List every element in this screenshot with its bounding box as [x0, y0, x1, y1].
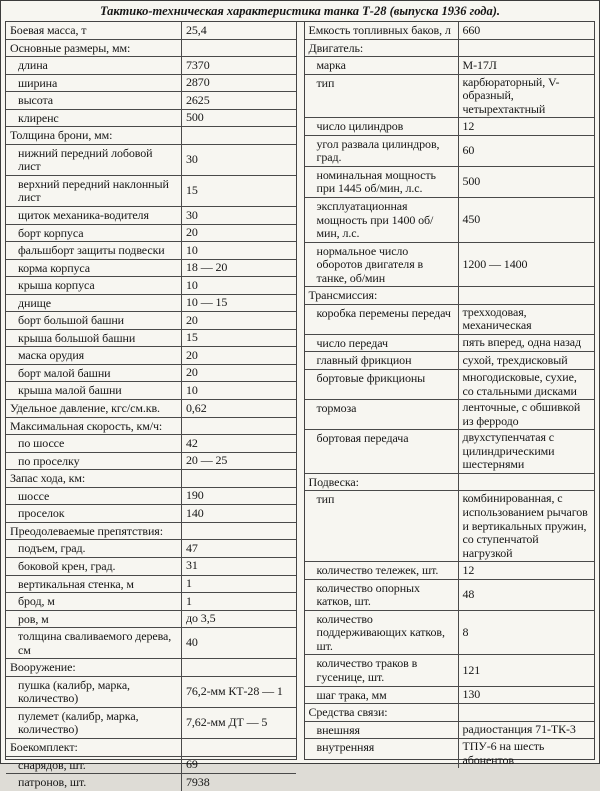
spec-label: тип	[305, 491, 459, 561]
table-row	[6, 593, 296, 611]
spec-value: двухступенчатая с цилиндрическими шестернями	[462, 430, 555, 472]
spec-label: количество поддерживающих катков, шт.	[305, 611, 459, 655]
spec-value: ленточные, с обшивкой из ферродо	[462, 400, 581, 428]
spec-label: Вооружение:	[6, 659, 182, 676]
spec-label: количество тележек, шт.	[305, 562, 459, 579]
spec-value: многодисковые, сухие, со стальными дисками	[462, 370, 577, 398]
spec-label: номинальная мощность при 1445 об/мин, л.с.	[305, 167, 459, 197]
spec-label: главный фрикцион	[305, 352, 459, 369]
spec-value: 10	[186, 242, 198, 257]
table-row	[305, 243, 595, 288]
spec-label: корма корпуса	[6, 260, 182, 277]
spec-value: 42	[186, 435, 198, 450]
spec-value: 10	[186, 382, 198, 397]
table-row	[6, 659, 296, 677]
spec-value: 121	[462, 662, 481, 677]
spec-label: борт корпуса	[6, 225, 182, 242]
spec-label: брод, м	[6, 593, 182, 610]
spec-label: Трансмиссия:	[305, 287, 459, 304]
spec-value	[182, 739, 296, 756]
table-row	[6, 295, 296, 313]
spec-value: 10 — 15	[186, 295, 228, 310]
spec-value: 7370	[186, 57, 210, 72]
spec-label: пулемет (калибр, марка, количество)	[6, 708, 182, 738]
spec-value: карбюраторный, V-образный, четырехтактный	[462, 74, 560, 116]
table-row	[6, 708, 296, 739]
table-row	[6, 127, 296, 145]
table-row	[305, 370, 595, 400]
table-row	[6, 260, 296, 278]
left-spec-table	[5, 22, 297, 790]
spec-value	[182, 127, 296, 144]
spec-label: щиток механика-водителя	[6, 207, 182, 224]
spec-value: 500	[186, 110, 204, 125]
spec-label: толщина сваливаемого дерева, см	[6, 628, 182, 658]
spec-label: число передач	[305, 335, 459, 352]
table-row	[6, 505, 296, 523]
table-row	[305, 430, 595, 474]
table-row	[305, 611, 595, 656]
spec-label: Боекомплект:	[6, 739, 182, 756]
spec-label: высота	[6, 92, 182, 109]
spec-label: количество траков в гусенице, шт.	[305, 655, 459, 685]
spec-value: 20 — 25	[186, 453, 228, 468]
table-row	[6, 40, 296, 58]
spec-label: Максимальная скорость, км/ч:	[6, 418, 182, 435]
spec-label: пушка (калибр, марка, количество)	[6, 677, 182, 707]
table-row	[6, 470, 296, 488]
spec-label: эксплуатационная мощность при 1400 об/мин, л.с.	[305, 198, 459, 242]
table-row	[6, 145, 296, 176]
spec-label: нормальное число оборотов двигателя в танке, об/мин	[305, 243, 459, 287]
table-row	[6, 488, 296, 506]
spec-value	[459, 287, 595, 304]
spec-label: клиренс	[6, 110, 182, 127]
spec-value: ТПУ-6 на шесть абонентов	[462, 739, 545, 767]
spec-label: шаг трака, мм	[305, 687, 459, 704]
spec-label: борт малой башни	[6, 365, 182, 382]
table-row	[6, 347, 296, 365]
table-row	[6, 576, 296, 594]
spec-label: бортовые фрикционы	[305, 370, 459, 399]
table-row	[6, 277, 296, 295]
spec-value: 660	[462, 22, 481, 37]
spec-label: шоссе	[6, 488, 182, 505]
table-row	[305, 580, 595, 611]
table-row	[6, 757, 296, 775]
spec-value: 20	[186, 312, 198, 327]
spec-value: 20	[186, 225, 198, 240]
spec-value	[182, 523, 296, 540]
spec-label: Толщина брони, мм:	[6, 127, 182, 144]
table-row	[6, 92, 296, 110]
spec-label: Средства связи:	[305, 704, 459, 721]
spec-value: трехходовая, механическая	[462, 304, 532, 333]
spec-label: коробка перемены передач	[305, 305, 459, 334]
table-row	[6, 22, 296, 40]
spec-value: 20	[186, 365, 198, 380]
spec-value: 1200 — 1400	[462, 256, 528, 271]
table-row	[305, 655, 595, 686]
spec-label: Двигатель:	[305, 40, 459, 57]
spec-value	[182, 470, 296, 487]
spec-value: 190	[186, 488, 204, 503]
spec-value: 47	[186, 540, 198, 555]
spec-label: днище	[6, 295, 182, 312]
table-row	[305, 474, 595, 492]
table-row	[6, 418, 296, 436]
spec-label: по проселку	[6, 453, 182, 470]
table-row	[305, 335, 595, 353]
spec-label: фальшборт защиты подвески	[6, 242, 182, 259]
spec-label: Запас хода, км:	[6, 470, 182, 487]
spec-label: патронов, шт.	[6, 774, 182, 791]
spec-label: Преодолеваемые препятствия:	[6, 523, 182, 540]
spec-value: 15	[186, 330, 198, 345]
spec-label: марка	[305, 57, 459, 74]
spec-value: 1	[186, 593, 192, 608]
table-row	[305, 22, 595, 40]
spec-value: 31	[186, 558, 198, 573]
spec-label: ширина	[6, 75, 182, 92]
spec-value: 12	[462, 562, 475, 577]
spec-value: М-17Л	[462, 57, 497, 72]
spec-value: 15	[186, 183, 198, 198]
spec-value: 130	[462, 687, 481, 702]
table-row	[6, 453, 296, 471]
spec-value: 1	[186, 576, 192, 590]
spec-value: 60	[462, 143, 475, 158]
spec-label: бортовая передача	[305, 430, 459, 473]
spec-label: тип	[305, 75, 459, 118]
spec-label: Удельное давление, кгс/см.кв.	[6, 400, 182, 417]
table-row	[305, 400, 595, 430]
table-row	[6, 739, 296, 757]
table-row	[6, 207, 296, 225]
spec-label: верхний передний наклонный лист	[6, 176, 182, 206]
table-row	[6, 75, 296, 93]
table-row	[305, 704, 595, 722]
table-row	[6, 628, 296, 659]
table-row	[6, 110, 296, 128]
table-row	[6, 400, 296, 418]
spec-value: 0,62	[186, 400, 207, 415]
table-row	[6, 57, 296, 75]
spec-value: 30	[186, 152, 198, 167]
spec-value: 25,4	[186, 22, 207, 37]
spec-label: вертикальная стенка, м	[6, 576, 182, 593]
spec-label: борт большой башни	[6, 312, 182, 329]
spec-label: снарядов, шт.	[6, 757, 182, 774]
spec-label: количество опорных катков, шт.	[305, 580, 459, 610]
spec-value: 48	[462, 586, 475, 601]
table-row	[305, 118, 595, 136]
table-row	[305, 562, 595, 580]
spec-value	[182, 418, 296, 435]
spec-value: 10	[186, 277, 198, 292]
spec-label: длина	[6, 57, 182, 74]
spec-label: Боевая масса, т	[6, 22, 182, 39]
table-row	[6, 435, 296, 453]
spec-label: крыша корпуса	[6, 277, 182, 294]
spec-value: 18 — 20	[186, 260, 228, 275]
spec-value	[459, 474, 595, 491]
spec-value: 40	[186, 635, 198, 650]
table-row	[305, 305, 595, 335]
spec-value: 2870	[186, 75, 210, 90]
table-row	[305, 352, 595, 370]
spec-label: внутренняя	[305, 739, 459, 768]
table-row	[6, 330, 296, 348]
table-row	[305, 287, 595, 305]
spec-value	[182, 40, 296, 57]
spec-label: Емкость топливных баков, л	[305, 22, 459, 39]
table-row	[305, 687, 595, 705]
spec-value: 20	[186, 347, 198, 362]
tables-container	[5, 22, 595, 790]
spec-label: проселок	[6, 505, 182, 522]
table-row	[6, 540, 296, 558]
table-row	[305, 40, 595, 58]
spec-value	[182, 659, 296, 676]
spec-label: подъем, град.	[6, 540, 182, 557]
table-row	[6, 677, 296, 708]
spec-value	[459, 704, 595, 721]
table-row	[305, 722, 595, 740]
table-row	[305, 57, 595, 75]
spec-value: до 3,5	[186, 611, 216, 626]
spec-label: крыша малой башни	[6, 382, 182, 399]
spec-value: сухой, трехдисковый	[462, 352, 568, 367]
spec-label: по шоссе	[6, 435, 182, 452]
table-row	[6, 558, 296, 576]
spec-label: ров, м	[6, 611, 182, 628]
table-row	[305, 491, 595, 562]
table-row	[6, 242, 296, 260]
spec-label: число цилиндров	[305, 118, 459, 135]
table-row	[6, 365, 296, 383]
spec-value: радиостанция 71-ТК-3	[462, 722, 576, 737]
spec-value: 76,2-мм КТ-28 — 1	[186, 684, 283, 699]
spec-value: 30	[186, 207, 198, 222]
spec-value: 12	[462, 118, 475, 133]
table-row	[6, 774, 296, 791]
spec-value: 7938	[186, 774, 210, 789]
spec-value: 69	[186, 757, 198, 772]
spec-value: 140	[186, 505, 204, 520]
spec-label: Основные размеры, мм:	[6, 40, 182, 57]
spec-label: боковой крен, град.	[6, 558, 182, 575]
spec-value: комбинированная, с использованием рычагов и вертикальных пружин, со ступенчатой нагрузкой	[462, 491, 588, 560]
table-row	[6, 382, 296, 400]
spec-value: 8	[462, 624, 469, 639]
table-row	[305, 167, 595, 198]
spec-value: 7,62-мм ДТ — 5	[186, 715, 268, 730]
spec-label: Подвеска:	[305, 474, 459, 491]
table-row	[6, 176, 296, 207]
spec-label: маска орудия	[6, 347, 182, 364]
spec-value: 500	[462, 174, 481, 189]
table-row	[6, 312, 296, 330]
spec-label: нижний передний лобовой лист	[6, 145, 182, 175]
table-row	[305, 136, 595, 167]
table-row	[305, 198, 595, 243]
spec-label: внешняя	[305, 722, 459, 739]
spec-value: пять вперед, одна назад	[462, 335, 581, 350]
spec-value: 2625	[186, 92, 210, 107]
table-row	[6, 523, 296, 541]
spec-label: тормоза	[305, 400, 459, 429]
page-title: Тактико-техническая характеристика танка Т-28 (выпуска 1936 года).	[5, 3, 595, 22]
spec-label: крыша большой башни	[6, 330, 182, 347]
right-spec-table	[304, 22, 596, 767]
table-row	[305, 75, 595, 119]
spec-value	[459, 40, 595, 57]
table-row	[6, 225, 296, 243]
spec-value: 450	[462, 212, 481, 227]
spec-label: угол развала цилиндров, град.	[305, 136, 459, 166]
table-row	[6, 611, 296, 629]
